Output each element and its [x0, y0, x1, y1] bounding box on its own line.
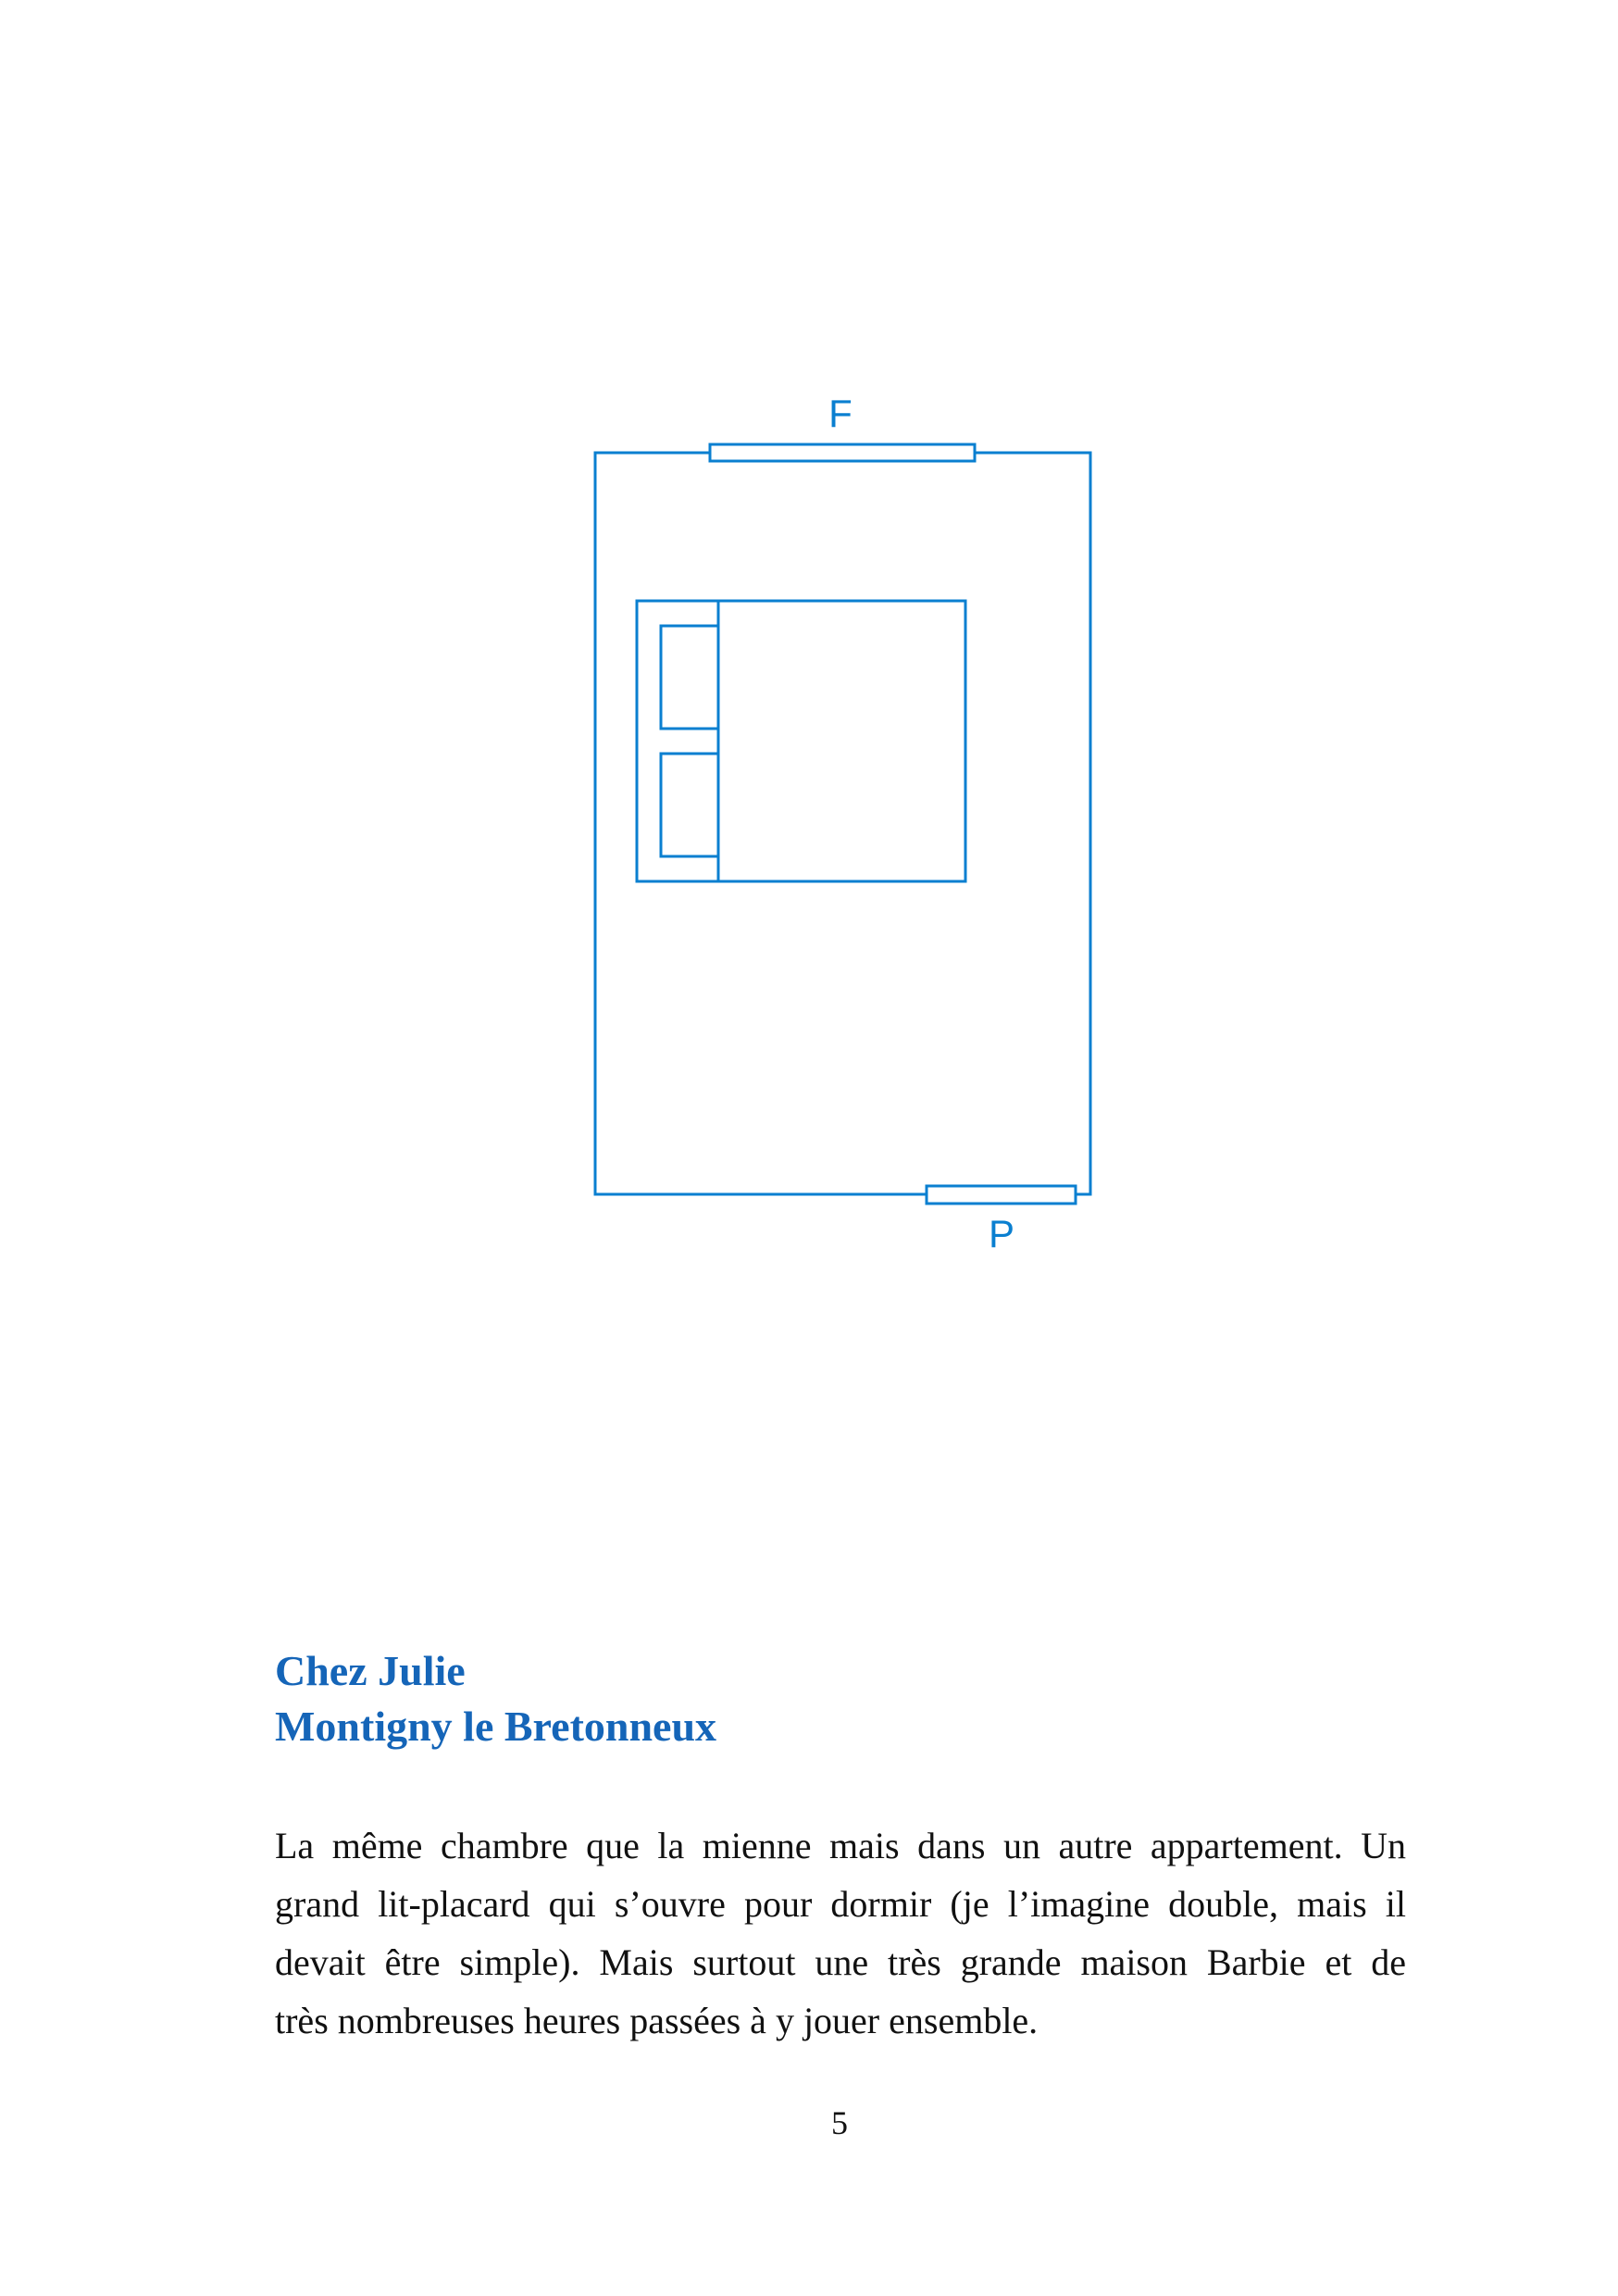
pillow-bottom [661, 754, 718, 856]
window [710, 444, 975, 461]
body-line: La même chambre que la mienne mais dans un autre appartement. Un [275, 1825, 1406, 1866]
body-line: grand lit-placard qui s’ouvre pour dormir (je l’imagine double, mais il [275, 1883, 1406, 1925]
pillow-top [661, 626, 718, 729]
bed-frame [637, 601, 965, 881]
door-label: P [988, 1212, 1015, 1255]
section-title: Chez Julie [275, 1647, 466, 1694]
section-subtitle: Montigny le Bretonneux [275, 1703, 717, 1750]
door [927, 1186, 1076, 1204]
body-line: très nombreuses heures passées à y jouer ensemble. [275, 2000, 1039, 2041]
page-number: 5 [831, 2104, 848, 2141]
window-label: F [828, 392, 853, 435]
room-walls [595, 453, 1090, 1194]
body-paragraph [275, 1816, 1406, 2050]
body-line: devait être simple). Mais surtout une très grande maison Barbie et de [275, 1941, 1406, 1983]
